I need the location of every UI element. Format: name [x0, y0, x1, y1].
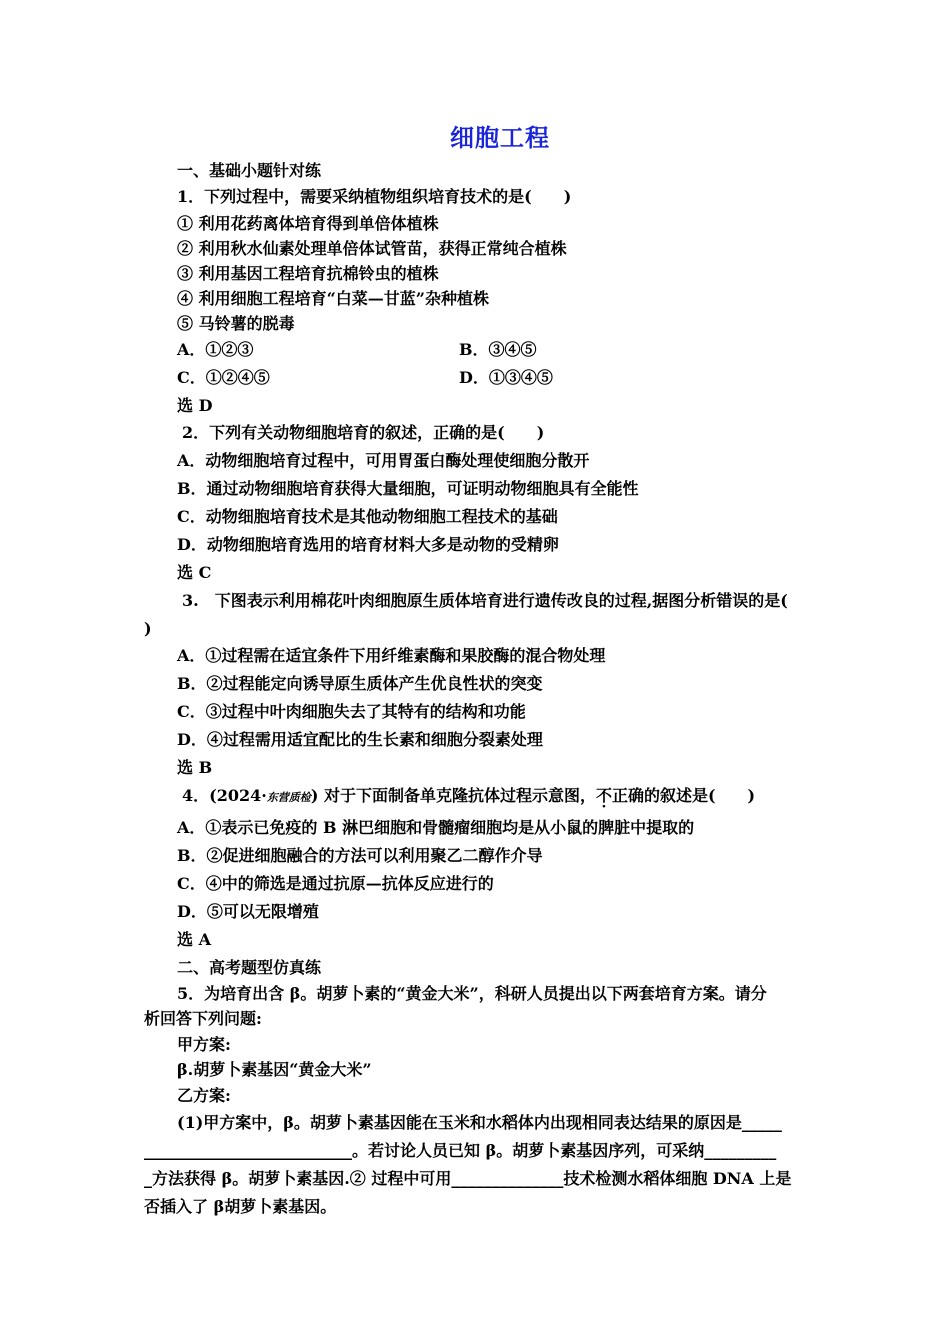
question-5-part-1-line: _方法获得 β。胡萝卜素基因.② 过程中可用______________技术检测水稻体细胞 DNA 上是	[144, 1169, 792, 1188]
question-4-option-c: C．④中的筛选是通过抗原—抗体反应进行的	[177, 874, 494, 893]
question-2-answer: 选 C	[177, 563, 212, 582]
question-1-item: ① 利用花药离体培育得到单倍体植株	[177, 214, 439, 233]
section-heading-exam: 二、高考题型仿真练	[177, 958, 322, 977]
question-1-item: ⑤ 马铃薯的脱毒	[177, 314, 295, 333]
question-1-item: ④ 利用细胞工程培育“白菜—甘蓝”杂种植株	[177, 289, 489, 308]
question-4-number: 4．	[182, 786, 210, 805]
question-4-emphasis: 不	[595, 786, 612, 805]
question-1-stem: 1．下列过程中，需要采纳植物组织培育技术的是( )	[177, 187, 572, 206]
question-1-item: ③ 利用基因工程培育抗棉铃虫的植株	[177, 264, 439, 283]
question-3-option-b: B．②过程能定向诱导原生质体产生优良性状的突变	[177, 674, 543, 693]
question-4-source-name: 东营质检	[266, 791, 311, 804]
question-5-part-1-line: 否插入了 β胡萝卜素基因。	[144, 1197, 337, 1216]
question-5-line: 析回答下列问题:	[144, 1009, 262, 1028]
question-2-option-c: C．动物细胞培育技术是其他动物细胞工程技术的基础	[177, 507, 558, 526]
question-3-option-c: C．③过程中叶肉细胞失去了其特有的结构和功能	[177, 702, 526, 721]
question-4-option-d: D．⑤可以无限增殖	[177, 902, 319, 921]
question-4-option-b: B．②促进细胞融合的方法可以利用聚乙二醇作介导	[177, 846, 543, 865]
plan-a-content: β.胡萝卜素基因“黄金大米”	[177, 1060, 372, 1079]
question-3-stem-end: )	[144, 619, 152, 638]
question-1-answer: 选 D	[177, 396, 213, 415]
question-3-stem: 3. 下图表示利用棉花叶肉细胞原生质体培育进行遗传改良的过程,据图分析错误的是(	[182, 591, 788, 610]
question-1-option-d: D．①③④⑤	[459, 368, 553, 387]
question-3-answer: 选 B	[177, 758, 213, 777]
question-4-option-a: A．①表示已免疫的 B 淋巴细胞和骨髓瘤细胞均是从小鼠的脾脏中提取的	[177, 818, 695, 837]
question-3-option-a: A．①过程需在适宜条件下用纤维素酶和果胶酶的混合物处理	[177, 646, 606, 665]
question-2-option-b: B．通过动物细胞培育获得大量细胞，可证明动物细胞具有全能性	[177, 479, 639, 498]
page-title: 细胞工程	[450, 124, 550, 152]
question-4-stem-rest: 正确的叙述是( )	[611, 786, 756, 805]
plan-b-label: 乙方案:	[177, 1086, 231, 1105]
question-4-answer: 选 A	[177, 930, 211, 949]
question-2-option-a: A．动物细胞培育过程中，可用胃蛋白酶处理使细胞分散开	[177, 451, 590, 470]
question-1-option-a: A．①②③	[177, 340, 254, 359]
question-2-option-d: D．动物细胞培育选用的培育材料大多是动物的受精卵	[177, 535, 559, 554]
section-heading-basic: 一、基础小题针对练	[177, 161, 322, 180]
question-1-option-c: C．①②④⑤	[177, 368, 270, 387]
question-4-source-open: (2024·	[209, 786, 267, 805]
question-4-stem	[182, 786, 755, 808]
question-5-line: 5．为培育出含 β。胡萝卜素的“黄金大米”，科研人员提出以下两套培育方案。请分	[177, 984, 767, 1003]
question-1-option-b: B．③④⑤	[459, 340, 537, 359]
question-4-stem-text: 对于下面制备单克隆抗体过程示意图，	[318, 786, 596, 805]
question-4-source-close: )	[310, 786, 319, 805]
plan-a-label: 甲方案:	[177, 1035, 231, 1054]
question-3-option-d: D．④过程需用适宜配比的生长素和细胞分裂素处理	[177, 730, 543, 749]
question-1-item: ② 利用秋水仙素处理单倍体试管苗，获得正常纯合植株	[177, 239, 567, 258]
question-2-stem: 2．下列有关动物细胞培育的叙述，正确的是( )	[182, 423, 545, 442]
question-5-part-1-line: __________________________。若讨论人员已知 β。胡萝卜素基因序列，可采纳_________	[144, 1141, 777, 1160]
question-5-part-1-line: (1)甲方案中，β。胡萝卜素基因能在玉米和水稻体内出现相同表达结果的原因是_____	[177, 1113, 782, 1132]
